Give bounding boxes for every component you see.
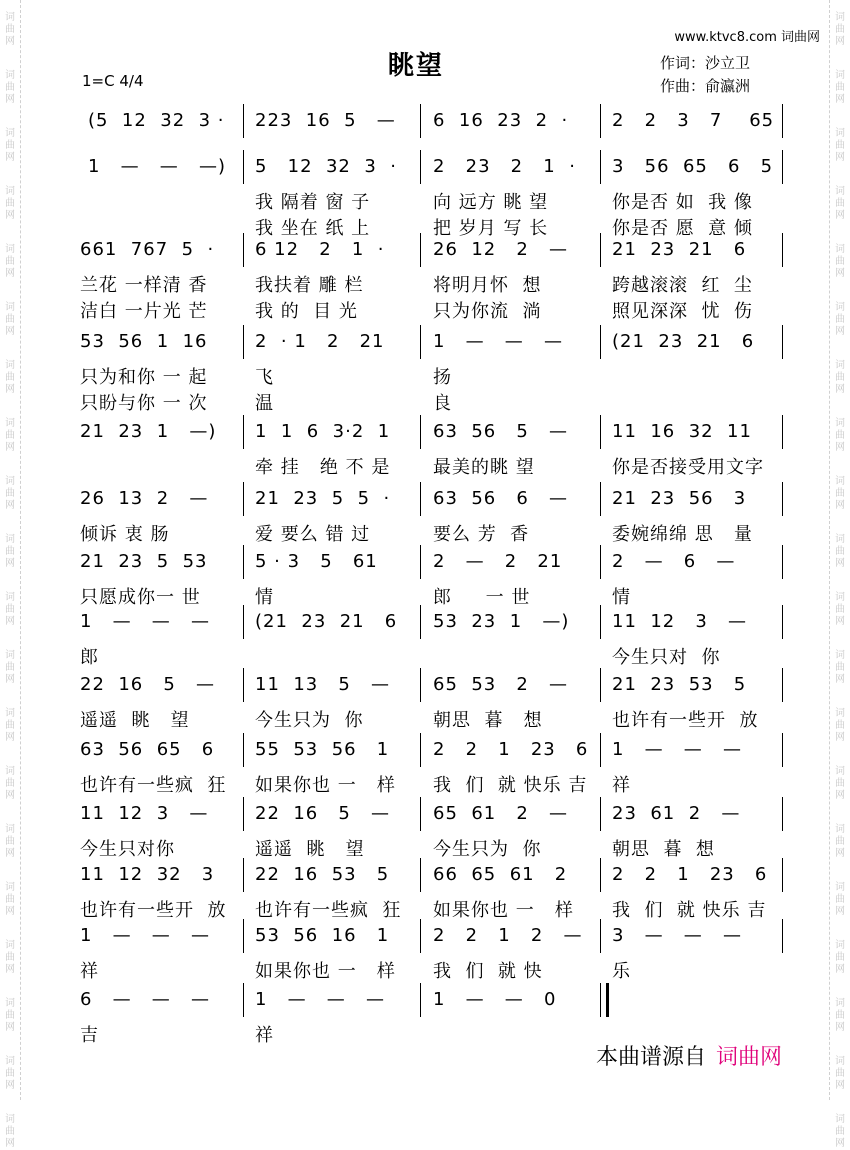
lyric-line-2: 只为你流 淌 <box>433 301 542 322</box>
key-signature: 1=C 4/4 <box>82 72 144 90</box>
measure-notes: 22 16 53 5 <box>255 864 390 885</box>
measure-notes: 26 13 2 — <box>80 488 209 509</box>
measure-notes: 11 16 32 11 <box>612 421 752 442</box>
bar-line <box>782 482 783 516</box>
measure-notes: 2 2 1 2 — <box>433 925 583 946</box>
left-watermark-strip <box>0 0 21 1149</box>
bar-line <box>782 233 783 267</box>
measure-notes: 55 53 56 1 <box>255 739 390 760</box>
bar-line <box>420 482 421 516</box>
lyric-line-1: 爱 要么 错 过 <box>255 524 371 545</box>
measure-notes: 21 23 5 53 <box>80 551 208 572</box>
measure-notes: 1 — — — <box>80 611 210 632</box>
measure-notes: 1 — — — <box>612 739 742 760</box>
lyric-line-1: 要么 芳 香 <box>433 524 530 545</box>
measure-notes: 65 53 2 — <box>433 674 569 695</box>
measure-notes: 26 12 2 — <box>433 239 569 260</box>
watermark-text: 词 曲 网 <box>835 534 845 569</box>
watermark-text: 词 曲 网 <box>5 1056 15 1091</box>
bar-line <box>243 325 244 359</box>
measure-notes: 1 — — — <box>80 925 210 946</box>
bar-line <box>420 233 421 267</box>
lyric-line-1: 情 <box>612 587 631 608</box>
lyric-line-2: 良 <box>433 393 452 414</box>
lyric-line-1: 我扶着 雕 栏 <box>255 275 364 296</box>
measure-notes: 3 — — — <box>612 925 742 946</box>
lyric-line-1: 朝思 暮 想 <box>433 710 543 731</box>
measure-notes: 2 — 6 — <box>612 551 736 572</box>
lyric-line-2: 温 <box>255 393 274 414</box>
lyric-line-1: 我 们 就 快乐 吉 <box>433 775 588 796</box>
bar-line <box>782 858 783 892</box>
bar-line <box>782 668 783 702</box>
lyric-line-1: 飞 <box>255 367 274 388</box>
watermark-text: 词 曲 网 <box>5 128 15 163</box>
bar-line <box>782 545 783 579</box>
watermark-text: 词 曲 网 <box>835 70 845 105</box>
lyric-line-2: 我 的 目 光 <box>255 301 358 322</box>
measure-notes: 2 — 2 21 <box>433 551 563 572</box>
bar-line <box>243 797 244 831</box>
watermark-text: 词 曲 网 <box>5 940 15 975</box>
measure-notes: 63 56 65 6 <box>80 739 215 760</box>
measure-notes: 11 13 5 — <box>255 674 391 695</box>
measure-notes: 3 56 65 6 5 <box>612 156 774 177</box>
watermark-text: 词 曲 网 <box>835 1056 845 1091</box>
lyric-line-1: 只愿成你一 世 <box>80 587 201 608</box>
song-title: 眺望 <box>388 51 445 81</box>
lyric-line-1: 郎 一 世 <box>433 587 531 608</box>
measure-notes: 1 1 6 3·2 1 <box>255 421 391 442</box>
lyric-line-1: 祥 <box>255 1025 274 1046</box>
measure-notes: 53 56 16 1 <box>255 925 390 946</box>
bar-line <box>782 919 783 953</box>
lyric-line-1: 郎 <box>80 647 99 668</box>
watermark-text: 词 曲 网 <box>5 418 15 453</box>
measure-notes: 21 23 1 —) <box>80 421 217 442</box>
watermark-text: 词 曲 网 <box>5 476 15 511</box>
footer-text: 本曲谱源自 <box>596 1045 707 1070</box>
watermark-text: 词 曲 网 <box>5 708 15 743</box>
measure-notes: 11 12 3 — <box>80 803 209 824</box>
bar-line <box>243 733 244 767</box>
watermark-text: 词 曲 网 <box>835 1114 845 1149</box>
lyric-line-1: 遥遥 眺 望 <box>80 710 190 731</box>
lyric-line-1: 我 隔着 窗 子 <box>255 192 371 213</box>
bar-line <box>420 733 421 767</box>
measure-notes: 63 56 5 — <box>433 421 569 442</box>
watermark-text: 词 曲 网 <box>835 418 845 453</box>
bar-line <box>600 325 601 359</box>
lyric-line-2: 洁白 一片光 芒 <box>80 301 208 322</box>
measure-notes: 661 767 5 · <box>80 239 215 260</box>
measure-notes: 1 — — 0 <box>433 989 557 1010</box>
bar-line <box>600 668 601 702</box>
bar-line <box>243 482 244 516</box>
lyric-line-2: 我 坐在 纸 上 <box>255 218 371 239</box>
watermark-text: 词 曲 网 <box>835 824 845 859</box>
lyric-line-1: 将明月怀 想 <box>433 275 542 296</box>
footer-brand: 词曲网 <box>716 1045 783 1070</box>
watermark-text: 词 曲 网 <box>835 650 845 685</box>
measure-notes: 22 16 5 — <box>80 674 216 695</box>
bar-line <box>600 605 601 639</box>
measure-notes: 63 56 6 — <box>433 488 569 509</box>
composer: 作曲：俞瀛洲 <box>660 77 751 95</box>
lyric-line-1: 今生只对你 <box>80 839 175 860</box>
lyric-line-1: 也许有一些开 放 <box>612 710 759 731</box>
bar-line <box>782 150 783 184</box>
watermark-text: 词 曲 网 <box>835 476 845 511</box>
measure-notes: 2 · 1 2 21 <box>255 331 385 352</box>
lyric-line-1: 扬 <box>433 367 452 388</box>
measure-notes: 223 16 5 — <box>255 110 396 131</box>
watermark-text: 词 曲 网 <box>5 998 15 1033</box>
bar-line <box>600 233 601 267</box>
lyricist: 作词：沙立卫 <box>660 54 751 72</box>
measure-notes: (21 23 21 6 <box>255 611 398 632</box>
watermark-text: 词 曲 网 <box>835 708 845 743</box>
lyric-line-1: 跨越滚滚 红 尘 <box>612 275 753 296</box>
bar-line <box>243 858 244 892</box>
bar-line <box>600 545 601 579</box>
watermark-text: 词 曲 网 <box>5 534 15 569</box>
bar-line <box>600 919 601 953</box>
bar-line <box>243 545 244 579</box>
bar-line <box>782 605 783 639</box>
measure-notes: 1 — — —) <box>88 156 226 177</box>
watermark-text: 词 曲 网 <box>835 186 845 221</box>
watermark-text: 词 曲 网 <box>5 302 15 337</box>
measure-notes: 1 — — — <box>255 989 385 1010</box>
lyric-line-1: 只为和你 一 起 <box>80 367 208 388</box>
watermark-text: 词 曲 网 <box>5 12 15 47</box>
bar-line <box>600 733 601 767</box>
lyric-line-1: 祥 <box>80 961 99 982</box>
bar-line <box>600 983 601 1017</box>
watermark-text: 词 曲 网 <box>835 244 845 279</box>
measure-notes: 11 12 3 — <box>612 611 748 632</box>
measure-notes: 2 2 1 23 6 <box>433 739 589 760</box>
lyric-line-1: 遥遥 眺 望 <box>255 839 365 860</box>
measure-notes: 65 61 2 — <box>433 803 569 824</box>
bar-line <box>420 797 421 831</box>
measure-notes: 66 65 61 2 <box>433 864 568 885</box>
lyric-line-1: 情 <box>255 587 274 608</box>
site-url: www.ktvc8.com 词曲网 <box>674 30 820 45</box>
watermark-text: 词 曲 网 <box>5 650 15 685</box>
lyric-line-1: 朝思 暮 想 <box>612 839 715 860</box>
lyric-line-1: 向 远方 眺 望 <box>433 192 549 213</box>
measure-notes: 53 56 1 16 <box>80 331 208 352</box>
bar-line <box>782 104 783 138</box>
measure-notes: 1 — — — <box>433 331 563 352</box>
footer <box>596 1040 782 1071</box>
bar-line <box>243 605 244 639</box>
bar-line <box>420 325 421 359</box>
bar-line <box>420 668 421 702</box>
bar-line <box>600 797 601 831</box>
bar-line <box>243 983 244 1017</box>
watermark-text: 词 曲 网 <box>835 592 845 627</box>
measure-notes: 53 23 1 —) <box>433 611 570 632</box>
watermark-text: 词 曲 网 <box>5 186 15 221</box>
measure-notes: 6 — — — <box>80 989 210 1010</box>
lyric-line-1: 今生只为 你 <box>433 839 542 860</box>
bar-line <box>600 482 601 516</box>
watermark-text: 词 曲 网 <box>835 128 845 163</box>
bar-line <box>420 919 421 953</box>
lyric-line-1: 你是否 如 我 像 <box>612 192 753 213</box>
bar-line <box>600 858 601 892</box>
watermark-text: 词 曲 网 <box>835 998 845 1033</box>
lyric-line-1: 最美的眺 望 <box>433 457 535 478</box>
bar-line <box>420 415 421 449</box>
measure-notes: 21 23 56 3 <box>612 488 747 509</box>
bar-line <box>243 415 244 449</box>
lyric-line-1: 如果你也 一 样 <box>255 961 396 982</box>
bar-line <box>600 104 601 138</box>
measure-notes: 2 2 1 23 6 <box>612 864 768 885</box>
watermark-text: 词 曲 网 <box>835 302 845 337</box>
bar-line <box>420 983 421 1017</box>
watermark-text: 词 曲 网 <box>5 766 15 801</box>
lyric-line-1: 祥 <box>612 775 631 796</box>
bar-line <box>782 325 783 359</box>
bar-line <box>600 415 601 449</box>
watermark-text: 词 曲 网 <box>5 882 15 917</box>
measure-notes: 22 16 5 — <box>255 803 391 824</box>
bar-line <box>243 233 244 267</box>
bar-line <box>782 797 783 831</box>
final-bar-line <box>606 983 609 1017</box>
measure-notes: 2 2 3 7 65 <box>612 110 775 131</box>
lyric-line-1: 你是否接受用文字 <box>612 457 764 478</box>
lyric-line-1: 牵 挂 绝 不 是 <box>255 457 391 478</box>
lyric-line-2: 你是否 愿 意 倾 <box>612 218 753 239</box>
lyric-line-1: 乐 <box>612 961 631 982</box>
measure-notes: 21 23 5 5 · <box>255 488 391 509</box>
lyric-line-1: 如果你也 一 样 <box>433 900 574 921</box>
measure-notes: 21 23 21 6 <box>612 239 747 260</box>
bar-line <box>600 150 601 184</box>
lyric-line-1: 也许有一些疯 狂 <box>255 900 402 921</box>
lyric-line-1: 也许有一些疯 狂 <box>80 775 227 796</box>
lyric-line-1: 如果你也 一 样 <box>255 775 396 796</box>
watermark-text: 词 曲 网 <box>5 360 15 395</box>
watermark-text: 词 曲 网 <box>835 766 845 801</box>
lyric-line-1: 我 们 就 快 <box>433 961 543 982</box>
lyric-line-1: 今生只为 你 <box>255 710 364 731</box>
bar-line <box>243 104 244 138</box>
bar-line <box>420 150 421 184</box>
lyric-line-1: 我 们 就 快乐 吉 <box>612 900 767 921</box>
lyric-line-1: 倾诉 衷 肠 <box>80 524 170 545</box>
measure-notes: 6 12 2 1 · <box>255 239 385 260</box>
lyric-line-1: 委婉绵绵 思 量 <box>612 524 753 545</box>
lyric-line-2: 把 岁月 写 长 <box>433 218 549 239</box>
watermark-text: 词 曲 网 <box>5 592 15 627</box>
right-watermark-strip <box>829 0 850 1149</box>
bar-line <box>243 668 244 702</box>
lyric-line-1: 也许有一些开 放 <box>80 900 227 921</box>
watermark-text: 词 曲 网 <box>5 1114 15 1149</box>
measure-notes: 23 61 2 — <box>612 803 741 824</box>
watermark-text: 词 曲 网 <box>5 244 15 279</box>
bar-line <box>420 605 421 639</box>
measure-notes: 5 · 3 5 61 <box>255 551 378 572</box>
watermark-text: 词 曲 网 <box>835 940 845 975</box>
bar-line <box>243 150 244 184</box>
bar-line <box>420 545 421 579</box>
bar-line <box>420 858 421 892</box>
measure-notes: 5 12 32 3 · <box>255 156 397 177</box>
bar-line <box>782 415 783 449</box>
watermark-text: 词 曲 网 <box>835 360 845 395</box>
lyric-line-1: 吉 <box>80 1025 99 1046</box>
bar-line <box>243 919 244 953</box>
watermark-text: 词 曲 网 <box>835 882 845 917</box>
measure-notes: 2 23 2 1 · <box>433 156 576 177</box>
watermark-text: 词 曲 网 <box>5 824 15 859</box>
lyric-line-2: 照见深深 忧 伤 <box>612 301 753 322</box>
lyric-line-2: 只盼与你 一 次 <box>80 393 208 414</box>
watermark-text: 词 曲 网 <box>5 70 15 105</box>
measure-notes: 11 12 32 3 <box>80 864 215 885</box>
measure-notes: 21 23 53 5 <box>612 674 747 695</box>
lyric-line-1: 今生只对 你 <box>612 647 721 668</box>
watermark-text: 词 曲 网 <box>835 12 845 47</box>
measure-notes: 6 16 23 2 · <box>433 110 569 131</box>
measure-notes: (5 12 32 3 · <box>88 110 225 131</box>
bar-line <box>782 733 783 767</box>
lyric-line-1: 兰花 一样清 香 <box>80 275 208 296</box>
bar-line <box>420 104 421 138</box>
measure-notes: (21 23 21 6 <box>612 331 755 352</box>
